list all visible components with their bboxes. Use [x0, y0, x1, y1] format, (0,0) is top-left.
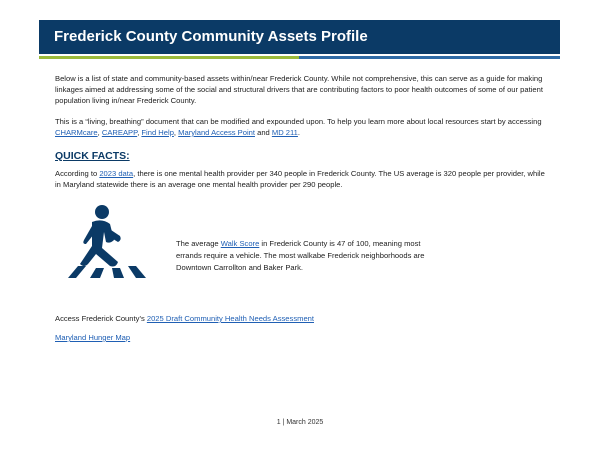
mental-health-text: According to: [55, 169, 100, 178]
living-text: This is a “living, breathing” document that can be modified and expounded upon. To help you learn more about local resources start by accessing: [55, 117, 542, 126]
walk-text: The average: [176, 239, 221, 248]
maryland-hunger-map-link[interactable]: Maryland Hunger Map: [55, 333, 131, 342]
header-band: [39, 20, 560, 54]
living-document-paragraph: [55, 116, 550, 138]
careapp-link[interactable]: CAREAPP: [101, 128, 138, 137]
hunger-paragraph: [55, 332, 550, 343]
footer-separator: |: [280, 419, 287, 426]
separator: ,: [97, 128, 102, 137]
page-title: Frederick County Community Assets Profile: [54, 28, 368, 45]
walk-score-link[interactable]: Walk Score: [220, 239, 260, 248]
data-2023-link[interactable]: 2023 data: [99, 169, 134, 178]
intro-paragraph: Below is a list of state and community-based assets within/near Frederick County. While not comprehensive, this can serve as a guide for making linkages aimed at addressing some of the social and structural drivers that are contributing factors to poor health outcomes of some of our patient population living in/near Frederick County.: [55, 74, 543, 105]
walk-score-paragraph: [176, 238, 441, 274]
page-footer: [0, 419, 600, 426]
find-help-link[interactable]: Find Help: [141, 128, 174, 137]
maryland-access-point-link[interactable]: Maryland Access Point: [178, 128, 255, 137]
walk-text: in Frederick County is 47 of 100, meaning most errands require a vehicle. The most walkabe Frederick neighborhoods are Downtown Carrollton and Baker Park.: [176, 239, 425, 272]
chna-paragraph: [55, 313, 550, 324]
separator: ,: [173, 128, 179, 137]
separator: ,: [137, 128, 142, 137]
mental-health-paragraph: [55, 168, 550, 190]
page-number: 1: [276, 419, 281, 426]
quick-facts-heading: QUICK FACTS:: [55, 150, 130, 162]
chna-text: Access Frederick County’s: [55, 314, 147, 323]
charmcare-link[interactable]: CHARMcare: [55, 128, 98, 137]
footer-date: March 2025: [286, 419, 324, 426]
header-rule-blue: [299, 56, 560, 59]
mental-health-text: , there is one mental health provider per 340 people in Frederick County. The US average is 320 people per provider, while in Maryland statewide there is an average one mental health provider per 290 people.: [55, 169, 545, 189]
chna-link[interactable]: 2025 Draft Community Health Needs Assessment: [146, 314, 314, 323]
pedestrian-crosswalk-icon: [58, 204, 148, 280]
separator: and: [254, 128, 272, 137]
separator: .: [297, 128, 301, 137]
md-211-link[interactable]: MD 211: [271, 128, 298, 137]
header-rule-green: [39, 56, 299, 59]
